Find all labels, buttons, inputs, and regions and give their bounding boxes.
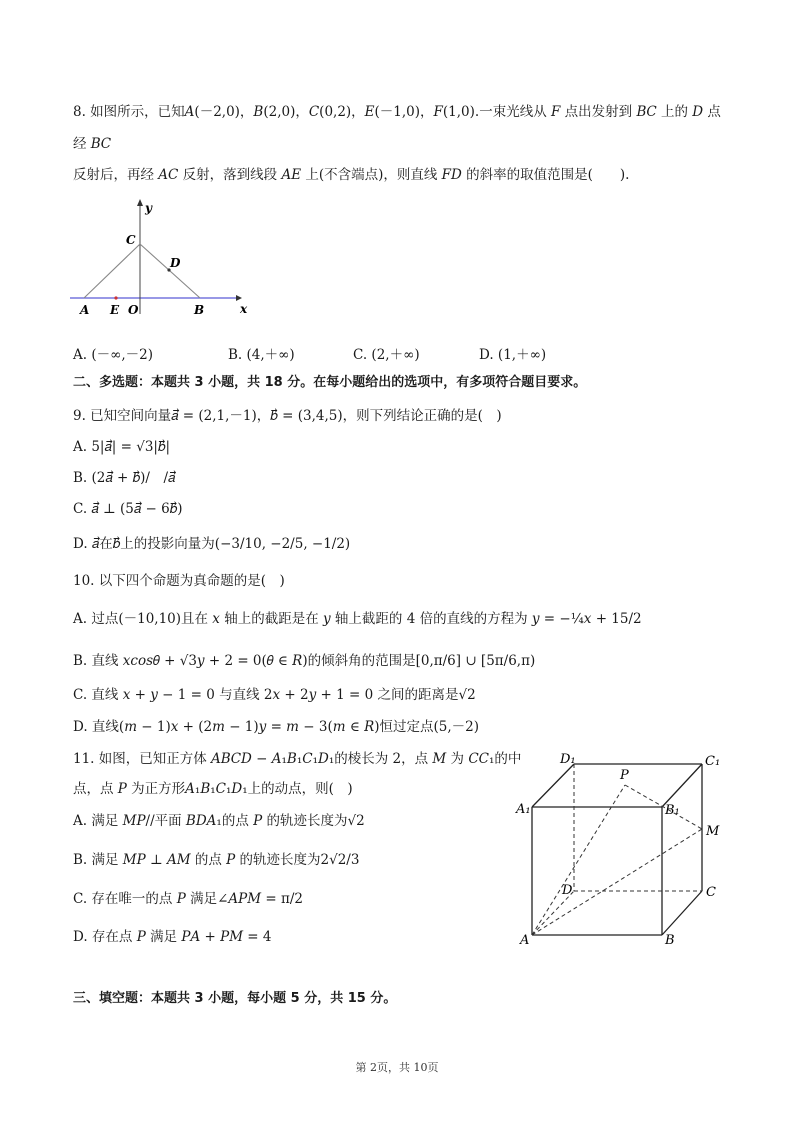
q8-stem-line1: 8. 如图所示，已知𝐴(－2,0)，𝐵(2,0)，𝐶(0,2)，𝐸(－1,0)，𝐹(1,0).一束光线从 𝐹 点出发射到 𝐵𝐶 上的 𝐷 点 [73, 104, 721, 120]
q11-fig-label-A1: A₁ [516, 802, 531, 817]
q11-option-b: B. 满足 𝑀𝑃 ⊥ 𝐴𝑀 的点 𝑃 的轨迹长度为2√2/3 [73, 852, 360, 868]
q10-option-b: B. 直线 𝑥𝑐𝑜𝑠𝜃 + √3𝑦 + 2 = 0(𝜃 ∈ 𝑅)的倾斜角的范围是[0,π/6] ∪ [5π/6,π) [73, 653, 536, 669]
q11-fig-label-D: D [562, 883, 573, 898]
q11-option-a: A. 满足 𝑀𝑃//平面 𝐵𝐷𝐴₁的点 𝑃 的轨迹长度为√2 [73, 813, 365, 829]
q10-option-d: D. 直线(𝑚 − 1)𝑥 + (2𝑚 − 1)𝑦 = 𝑚 − 3(𝑚 ∈ 𝑅)恒过定点(5,－2) [73, 719, 480, 735]
q11-stem-line1: 11. 如图，已知正方体 𝐴𝐵𝐶𝐷 − 𝐴₁𝐵₁𝐶₁𝐷₁的棱长为 2，点 𝑀 为 𝐶𝐶₁的中 [73, 751, 522, 767]
q8-fig-label-E: E [110, 303, 120, 317]
q11-fig-label-P: P [620, 768, 629, 783]
q8-fig-label-D: D [170, 256, 181, 270]
q8-fig-label-A: A [80, 303, 90, 317]
q11-fig-label-A: A [520, 933, 530, 948]
q9-option-d: D. 𝑎⃗在𝑏⃗上的投影向量为(−3/10, −2/5, −1/2) [73, 536, 351, 552]
q11-option-d: D. 存在点 𝑃 满足 𝑃𝐴 + 𝑃𝑀 = 4 [73, 929, 272, 945]
q8-fig-label-x: x [240, 302, 248, 316]
q10-option-a: A. 过点(－10,10)且在 𝑥 轴上的截距是在 𝑦 轴上截距的 4 倍的直线的方程为 𝑦 = −¼𝑥 + 15/2 [73, 611, 642, 627]
q10-option-c: C. 直线 𝑥 + 𝑦 − 1 = 0 与直线 2𝑥 + 2𝑦 + 1 = 0 之间的距离是√2 [73, 687, 476, 703]
q8-option-d: D. (1,＋∞) [479, 347, 547, 363]
q8-option-a: A. (－∞,－2) [73, 347, 153, 363]
q11-fig-label-B: B [665, 933, 675, 948]
q9-option-b: B. (2𝑎⃗ + 𝑏⃗)/ /𝑎⃗ [73, 470, 176, 486]
q11-fig-label-M: M [706, 824, 720, 839]
q11-fig-label-C1: C₁ [705, 754, 721, 769]
q8-fig-label-B: B [194, 303, 205, 317]
q10-stem: 10. 以下四个命题为真命题的是( ) [73, 573, 285, 589]
q11-fig-label-D1: D₁ [560, 752, 576, 767]
q8-coordinate-figure [66, 196, 256, 326]
q8-stem-line3: 反射后，再经 𝐴𝐶 反射，落到线段 𝐴𝐸 上(不含端点)，则直线 𝐹𝐷 的斜率的取值范围是( ). [73, 167, 630, 183]
q9-option-a: A. 5|𝑎⃗| = √3|𝑏⃗| [73, 439, 171, 455]
q8-stem-line2: 经 𝐵𝐶 [73, 136, 112, 152]
q11-stem-line2: 点，点 𝑃 为正方形𝐴₁𝐵₁𝐶₁𝐷₁上的动点，则( ) [73, 781, 353, 797]
q11-cube-figure [508, 745, 724, 950]
q8-fig-label-C: C [126, 233, 136, 247]
q8-fig-label-O: O [128, 303, 139, 317]
q8-option-c: C. (2,＋∞) [353, 347, 420, 363]
q11-fig-label-C: C [706, 885, 716, 900]
section-2-heading: 二、多选题：本题共 3 小题，共 18 分。在每小题给出的选项中，有多项符合题目要求。 [73, 375, 587, 390]
section-3-heading: 三、填空题：本题共 3 小题，每小题 5 分，共 15 分。 [73, 991, 397, 1006]
q9-stem: 9. 已知空间向量𝑎⃗ = (2,1,－1)，𝑏⃗ = (3,4,5)，则下列结论正确的是( ) [73, 408, 502, 424]
q11-fig-label-B1: B₁ [665, 803, 680, 818]
q8-option-b: B. (4,＋∞) [228, 347, 295, 363]
q9-option-c: C. 𝑎⃗ ⊥ (5𝑎⃗ − 6𝑏⃗) [73, 501, 183, 517]
q11-option-c: C. 存在唯一的点 𝑃 满足∠𝐴𝑃𝑀 = π/2 [73, 891, 303, 907]
q8-fig-label-y: y [145, 201, 152, 215]
page-footer: 第 2页，共 10页 [355, 1061, 439, 1074]
